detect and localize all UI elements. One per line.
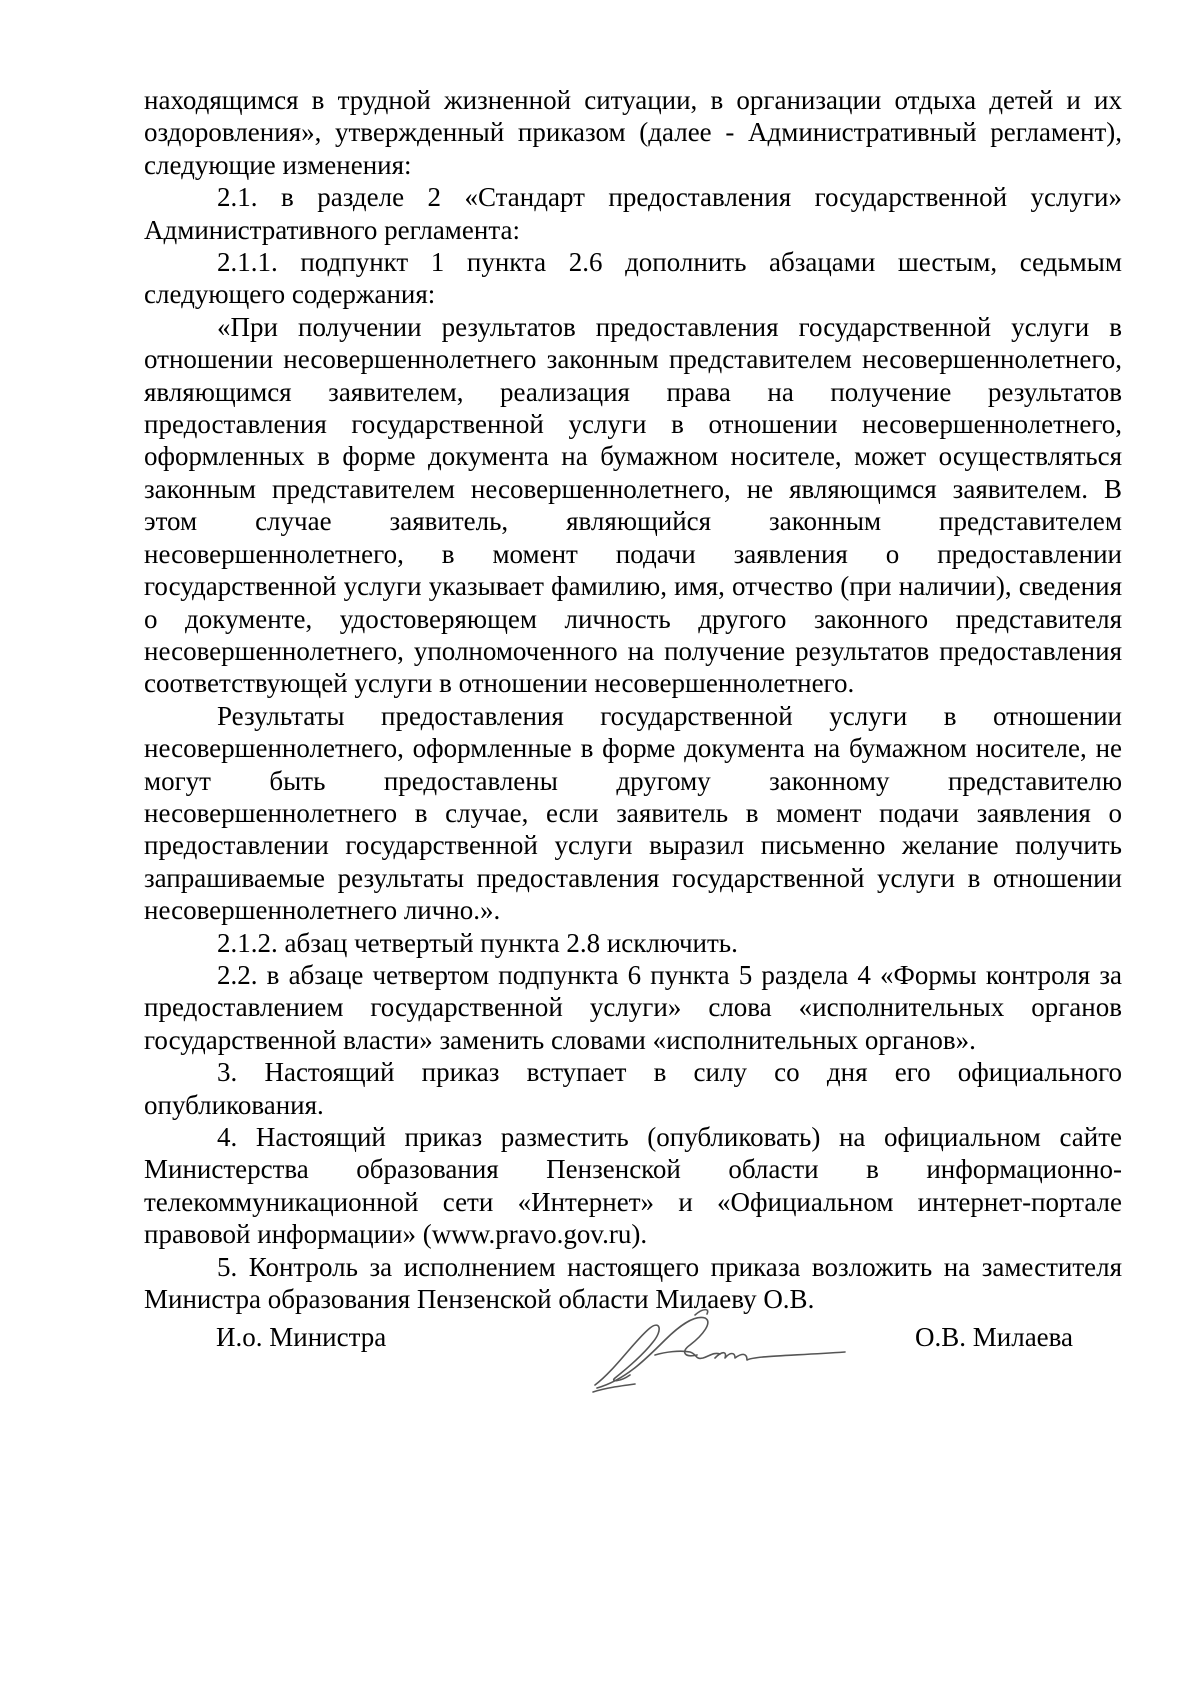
paragraph-5: 5. Контроль за исполнением настоящего приказа возложить на заместителя Министра образования Пензенской области Милаеву О.В. [144, 1251, 1122, 1315]
paragraph-continuation: находящимся в трудной жизненной ситуации, в организации отдыха детей и их оздоровления», утвержденный приказом (далее - Административный регламент), следующие изменения: [144, 85, 1122, 180]
handwritten-signature-icon [585, 1300, 865, 1400]
paragraph-4: 4. Настоящий приказ разместить (опубликовать) на официальном сайте Министерства образования Пензенской области в информационно-телекоммуникационной сети «Интернет» и «Официальном интернет-портале правовой информации» (www.pravo.gov.ru). [144, 1122, 1122, 1250]
paragraph-2-2: 2.2. в абзаце четвертом подпункта 6 пункта 5 раздела 4 «Формы контроля за предоставлением государственной услуги» слова «исполнительных органов государственной власти» заменить словами «исполнительных органов». [144, 959, 1122, 1055]
signatory-title: И.о. Министра [216, 1322, 387, 1352]
paragraph-3: 3. Настоящий приказ вступает в силу со дня его официального опубликования. [144, 1057, 1122, 1120]
paragraph-quote-1: «При получении результатов предоставления государственной услуги в отношении несовершеннолетнего законным представителем несовершеннолетнего, являющимся заявителем, реализация права на получение результатов предоставления государственной услуги в отношении несовершеннолетнего, оформленных в форме документа на бумажном носителе, может осуществляться законным представителем несовершеннолетнего, не являющимся заявителем. В этом случае заявитель, являющийся законным представителем несовершеннолетнего, в момент подачи заявления о предоставлении государственной услуги указывает фамилию, имя, отчество (при наличии), сведения о документе, удостоверяющем личность другого законного представителя несовершеннолетнего, уполномоченного на получение результатов предоставления соответствующей услуги в отношении несовершеннолетнего. [144, 311, 1122, 699]
signature-block [0, 1300, 1200, 1420]
paragraph-2-1-1: 2.1.1. подпункт 1 пункта 2.6 дополнить абзацами шестым, седьмым следующего содержания: [144, 247, 1122, 310]
paragraph-quote-2: Результаты предоставления государственной услуги в отношении несовершеннолетнего, оформленные в форме документа на бумажном носителе, не могут быть предоставлены другому законному представителю несовершеннолетнего в случае, если заявитель в момент подачи заявления о предоставлении государственной услуги выразил письменно желание получить запрашиваемые результаты предоставления государственной услуги в отношении несовершеннолетнего лично.». [144, 700, 1122, 926]
signatory-name: О.В. Милаева [915, 1322, 1074, 1352]
paragraph-2-1-2: 2.1.2. абзац четвертый пункта 2.8 исключить. [217, 927, 738, 958]
document-body [144, 84, 1122, 1315]
paragraph-2-1: 2.1. в разделе 2 «Стандарт предоставления государственной услуги» Административного регламента: [144, 182, 1122, 245]
